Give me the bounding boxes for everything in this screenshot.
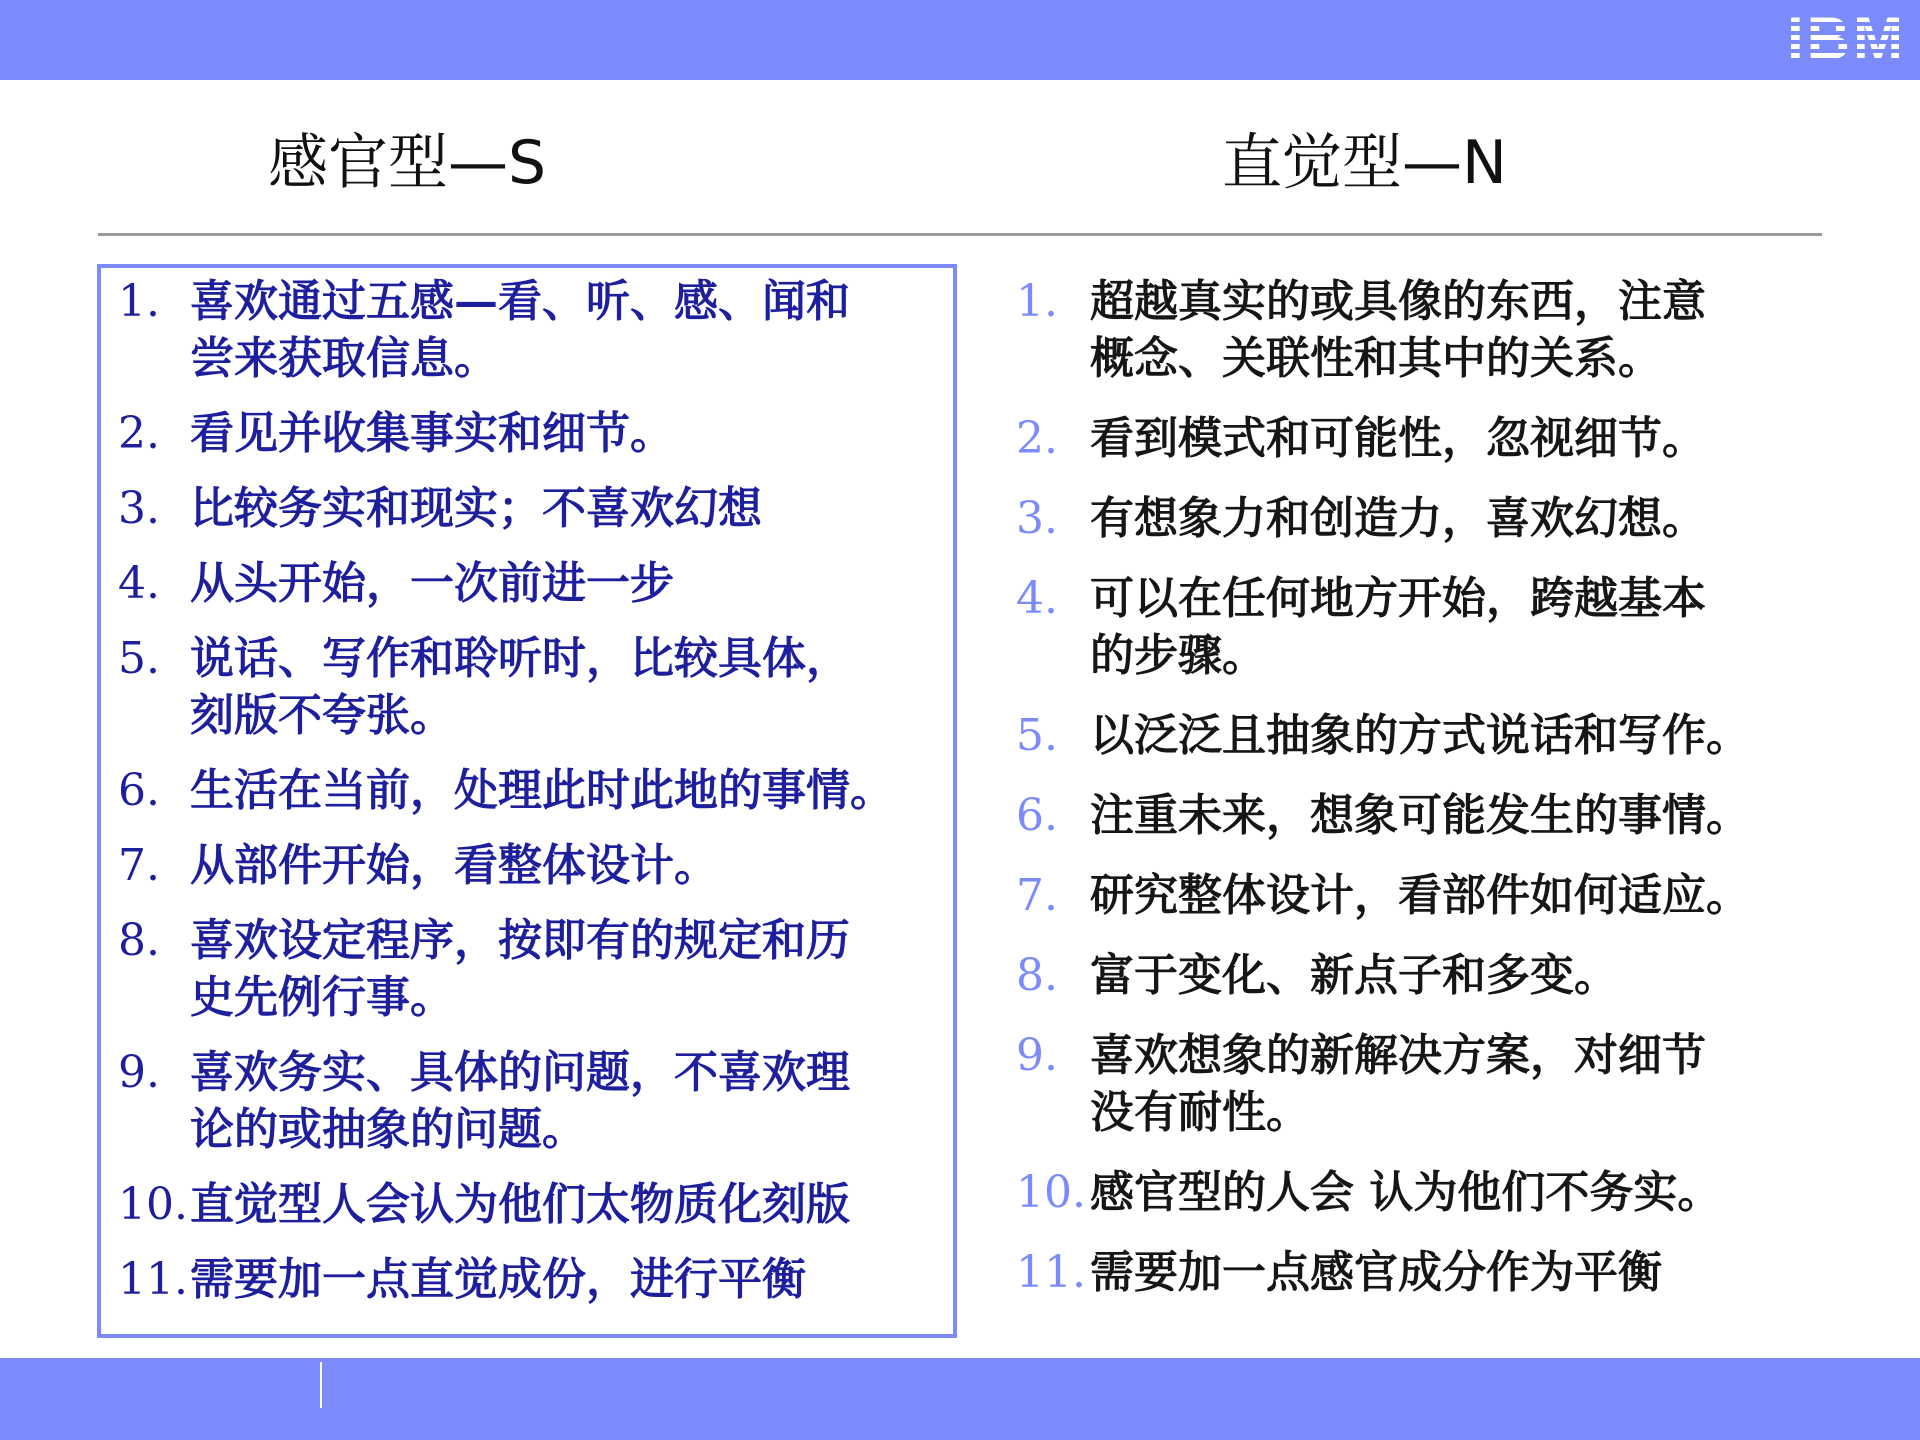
item-number: 4. bbox=[1016, 573, 1058, 624]
list-item bbox=[118, 1176, 953, 1233]
list-item bbox=[1016, 273, 1906, 387]
item-number: 10. bbox=[1016, 1167, 1086, 1218]
footer-divider bbox=[320, 1362, 322, 1408]
item-number: 11. bbox=[118, 1254, 188, 1305]
list-item bbox=[118, 405, 953, 462]
item-number: 11. bbox=[1016, 1247, 1086, 1298]
item-text: 以泛泛且抽象的方式说话和写作。 bbox=[1090, 710, 1750, 761]
item-number: 3. bbox=[118, 483, 160, 534]
item-number: 7. bbox=[118, 840, 160, 891]
list-item bbox=[118, 555, 953, 612]
item-text: 喜欢务实、具体的问题，不喜欢理 论的或抽象的问题。 bbox=[190, 1047, 850, 1155]
list-item bbox=[118, 480, 953, 537]
item-text: 可以在任何地方开始，跨越基本 的步骤。 bbox=[1090, 573, 1706, 681]
item-number: 1. bbox=[118, 276, 160, 327]
bottom-banner bbox=[0, 1358, 1920, 1440]
item-number: 2. bbox=[1016, 413, 1058, 464]
list-item bbox=[118, 1251, 953, 1308]
item-text: 从头开始，一次前进一步 bbox=[190, 558, 674, 609]
item-text: 喜欢想象的新解决方案，对细节 没有耐性。 bbox=[1090, 1030, 1706, 1138]
list-item bbox=[118, 273, 953, 387]
list-item bbox=[1016, 1164, 1906, 1221]
item-text: 从部件开始，看整体设计。 bbox=[190, 840, 718, 891]
item-text: 研究整体设计，看部件如何适应。 bbox=[1090, 870, 1750, 921]
item-number: 6. bbox=[118, 765, 160, 816]
item-text: 比较务实和现实；不喜欢幻想 bbox=[190, 483, 762, 534]
item-number: 4. bbox=[118, 558, 160, 609]
item-number: 6. bbox=[1016, 790, 1058, 841]
item-text: 注重未来，想象可能发生的事情。 bbox=[1090, 790, 1750, 841]
item-number: 5. bbox=[1016, 710, 1058, 761]
item-number: 1. bbox=[1016, 276, 1058, 327]
top-banner bbox=[0, 0, 1920, 80]
item-text: 感官型的人会 认为他们不务实。 bbox=[1090, 1167, 1722, 1218]
ibm-logo: IBM bbox=[1787, 5, 1906, 72]
item-text: 直觉型人会认为他们太物质化刻版 bbox=[190, 1179, 850, 1230]
item-text: 生活在当前，处理此时此地的事情。 bbox=[190, 765, 894, 816]
sensing-list bbox=[118, 273, 953, 1308]
sensing-heading: 感官型—S bbox=[268, 128, 547, 198]
list-item bbox=[1016, 947, 1906, 1004]
list-item bbox=[118, 762, 953, 819]
item-number: 8. bbox=[118, 915, 160, 966]
item-text: 超越真实的或具像的东西，注意 概念、关联性和其中的关系。 bbox=[1090, 276, 1706, 384]
list-item bbox=[118, 630, 953, 744]
item-text: 说话、写作和聆听时，比较具体， 刻版不夸张。 bbox=[190, 633, 850, 741]
item-text: 喜欢通过五感—看、听、感、闻和 尝来获取信息。 bbox=[190, 276, 850, 384]
item-number: 9. bbox=[1016, 1030, 1058, 1081]
item-number: 3. bbox=[1016, 493, 1058, 544]
list-item bbox=[1016, 1244, 1906, 1301]
intuition-heading: 直觉型—N bbox=[1222, 128, 1507, 198]
item-text: 喜欢设定程序，按即有的规定和历 史先例行事。 bbox=[190, 915, 850, 1023]
heading-divider bbox=[98, 233, 1822, 236]
item-number: 2. bbox=[118, 408, 160, 459]
list-item bbox=[1016, 410, 1906, 467]
item-number: 8. bbox=[1016, 950, 1058, 1001]
item-text: 看到模式和可能性，忽视细节。 bbox=[1090, 413, 1706, 464]
list-item bbox=[1016, 490, 1906, 547]
item-number: 9. bbox=[118, 1047, 160, 1098]
list-item bbox=[1016, 707, 1906, 764]
item-number: 7. bbox=[1016, 870, 1058, 921]
item-text: 需要加一点感官成分作为平衡 bbox=[1090, 1247, 1662, 1298]
item-number: 5. bbox=[118, 633, 160, 684]
list-item bbox=[118, 1044, 953, 1158]
item-text: 有想象力和创造力，喜欢幻想。 bbox=[1090, 493, 1706, 544]
item-text: 富于变化、新点子和多变。 bbox=[1090, 950, 1618, 1001]
list-item bbox=[118, 912, 953, 1026]
item-number: 10. bbox=[118, 1179, 188, 1230]
item-text: 看见并收集事实和细节。 bbox=[190, 408, 674, 459]
list-item bbox=[1016, 867, 1906, 924]
intuition-list bbox=[1016, 273, 1906, 1324]
list-item bbox=[118, 837, 953, 894]
list-item bbox=[1016, 1027, 1906, 1141]
list-item bbox=[1016, 570, 1906, 684]
item-text: 需要加一点直觉成份，进行平衡 bbox=[190, 1254, 806, 1305]
list-item bbox=[1016, 787, 1906, 844]
